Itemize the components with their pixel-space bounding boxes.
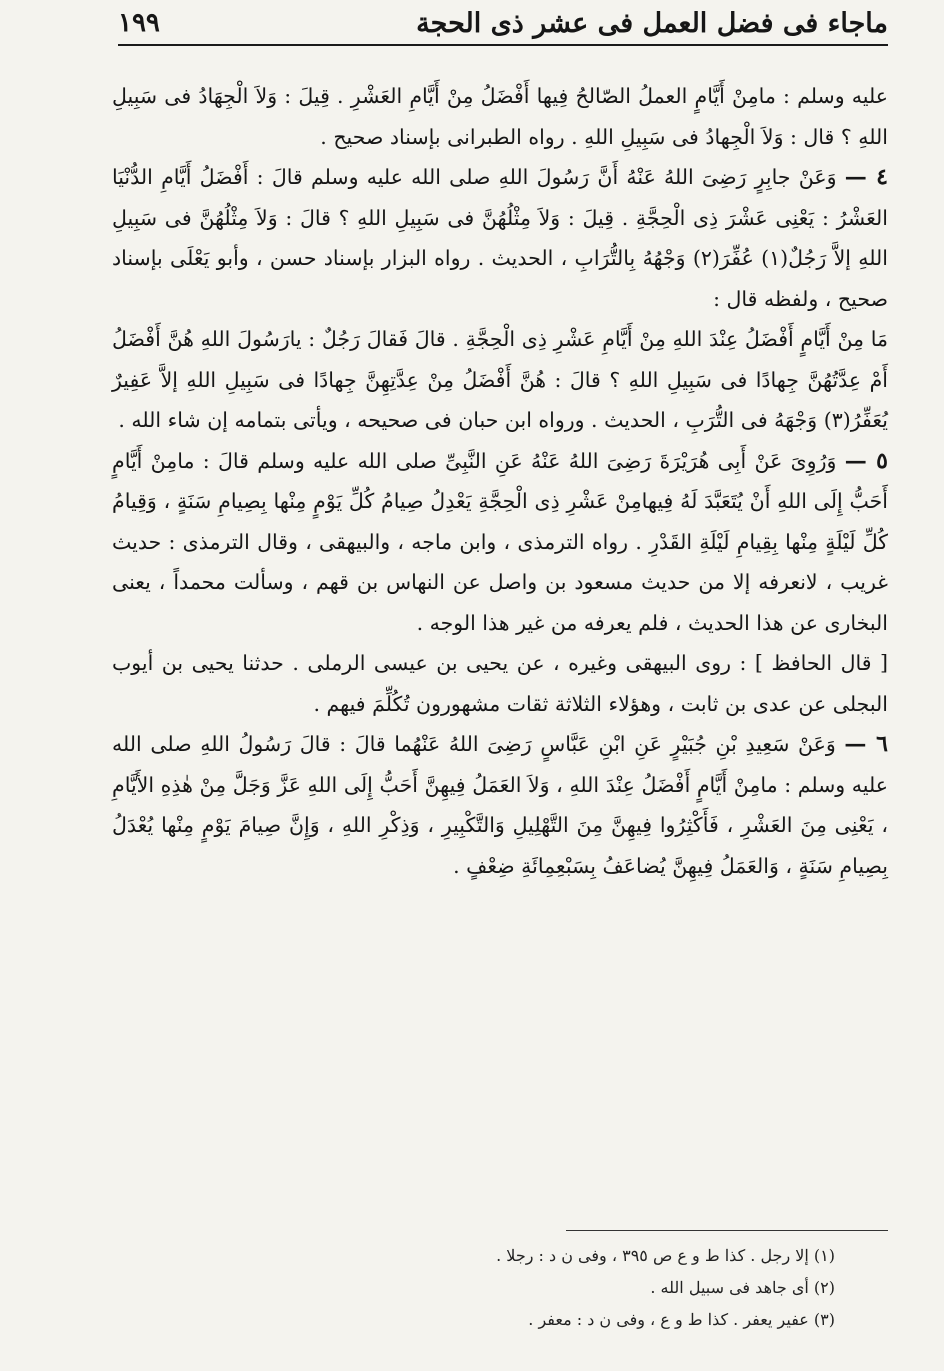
item-number: ٥ — [844, 447, 888, 474]
footnote: (٢) أى جاهد فى سبيل الله . [650, 1278, 835, 1297]
page-header [118, 4, 888, 42]
paragraph [112, 319, 888, 441]
page-number: ١٩٩ [118, 8, 160, 38]
running-title: ماجاء فى فضل العمل فى عشر ذى الحجة [416, 7, 888, 39]
item-number: ٤ — [844, 164, 888, 190]
paragraph-text: وَعَنْ سَعِيدِ بْنِ جُبَيْرٍ عَنِ ابْنِ عَبَّاسٍ رَضِىَ اللهُ عَنْهُما قالَ : قالَ رَسُولُ اللهِ صلى الله عليه وسلم : مامِنْ أَيَّامٍ أَفْضَلُ عِنْدَ اللهِ ، وَلاَ العَمَلُ فِيهِنَّ أَحَبُّ إِلَى اللهِ عَزَّ وَجَلَّ مِنْ هٰذِهِ الأَيَّامِ ، يَعْنِى مِنَ العَشْرِ ، فَأَكْثِرُوا فِيهِنَّ مِنَ التَّهْلِيلِ وَالتَّكْبِيرِ ، وَذِكْرِ اللهِ ، وَإِنَّ صِيامَ يَوْمٍ مِنْها يُعْدَلُ بِصِيامِ سَنَةٍ ، وَالعَمَلُ فِيهِنَّ يُضاعَفُ بِسَبْعِمِائَةِ ضِعْفٍ . [112, 732, 888, 878]
paragraph [112, 441, 888, 644]
paragraph-text: وَرُوِىَ عَنْ أَبِى هُرَيْرَةَ رَضِىَ اللهُ عَنْهُ عَنِ النَّبِىِّ صلى الله عليه وسلم قالَ : مامِنْ أَيَّامٍ أَحَبُّ إِلَى اللهِ أَنْ يُتَعَبَّدَ لَهُ فِيهامِنْ عَشْرِ ذِى الْحِجَّةِ يَعْدِلُ صِيامُ كُلِّ يَوْمٍ مِنْها بِصِيامِ سَنَةٍ ، وَقِيامُ كُلِّ لَيْلَةٍ مِنْها بِقِيامِ لَيْلَةِ القَدْرِ . رواه الترمذى ، وابن ماجه ، والبيهقى ، وقال الترمذى : حديث غريب ، لانعرفه إلا من حديث مسعود بن واصل عن النهاس بن قهم ، وسألت محمداً ، يعنى البخارى عن هذا الحديث ، فلم يعرفه من غير هذا الوجه . [112, 448, 888, 635]
paragraph [112, 157, 888, 319]
footnote-rule [566, 1230, 888, 1231]
paragraph [112, 724, 888, 886]
item-number: ٦ — [844, 731, 888, 757]
header-rule [118, 44, 888, 46]
paragraph-text: عليه وسلم : مامِنْ أَيَّامٍ العملُ الصّالحُ فِيها أَفْضَلُ مِنْ أَيَّامِ العَشْرِ . قِيلَ : وَلاَ الْجِهَادُ فى سَبِيلِ اللهِ ؟ قال : وَلاَ الْجِهادُ فى سَبِيلِ اللهِ . رواه الطبرانى بإسناد صحيح . [112, 84, 888, 149]
paragraph-text: [ قال الحافظ ] : روى البيهقى وغيره ، عن يحيى بن عيسى الرملى . حدثنا يحيى بن أيوب البجلى عن عدى بن ثابت ، وهؤلاء الثلاثة ثقات مشهورون تُكُلِّمَ فيهم . [112, 651, 888, 716]
body-text [112, 76, 888, 886]
paragraph [112, 76, 888, 157]
footnote: (١) إلا رجل . كذا ط و ع ص ٣٩٥ ، وفى ن د : رجلا . [496, 1246, 835, 1265]
footnote: (٣) عفير يعفر . كذا ط و ع ، وفى ن د : معفر . [528, 1310, 835, 1329]
paragraph [112, 643, 888, 724]
paragraph-text: وَعَنْ جابِرٍ رَضِىَ اللهُ عَنْهُ أَنَّ رَسُولَ اللهِ صلى الله عليه وسلم قالَ : أَفْضَلُ أَيَّامِ الدُّنْيَا العَشْرُ : يَعْنِى عَشْرَ ذِى الْحِجَّةِ . قِيلَ : وَلاَ مِثْلُهُنَّ فى سَبِيلِ اللهِ ؟ قالَ : وَلاَ مِثْلُهُنَّ فى سَبِيلِ اللهِ إلاَّ رَجُلٌ(١) عُفِّرَ(٢) وَجْهُهُ بِالتُّرَابِ ، الحديث . رواه البزار بإسناد حسن ، وأبو يَعْلَى بإسناد صحيح ، ولفظه قال : [112, 165, 888, 311]
footnotes [330, 1240, 835, 1336]
paragraph-text: مَا مِنْ أَيَّامٍ أَفْضَلُ عِنْدَ اللهِ مِنْ أَيَّامِ عَشْرِ ذِى الْحِجَّةِ . قالَ فَقالَ رَجُلٌ : يارَسُولَ اللهِ هُنَّ أَفْضَلُ أَمْ عِدَّتُهُنَّ جِهادًا فى سَبِيلِ اللهِ ؟ قالَ : هُنَّ أَفْضَلُ مِنْ عِدَّتِهِنَّ جِهادًا فى سَبِيلِ اللهِ إلاَّ عَفِيرٌ يُعَفِّرُ(٣) وَجْهَهُ فى التُّرَبِ ، الحديث . ورواه ابن حبان فى صحيحه ، ويأتى بتمامه إن شاء الله . [112, 327, 888, 432]
